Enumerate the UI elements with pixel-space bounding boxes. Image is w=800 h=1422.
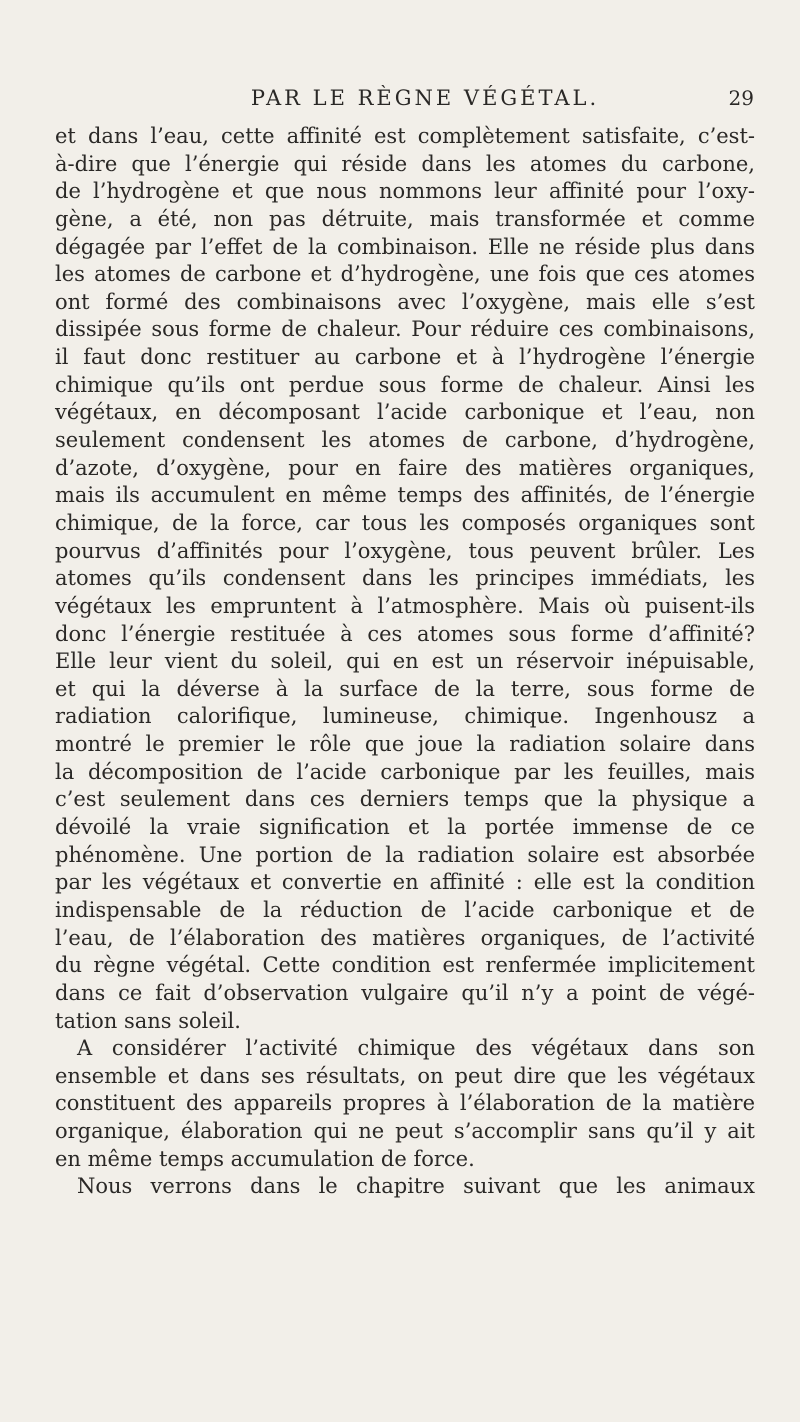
text-line: dévoilé la vraie signification et la portée immense de ce: [55, 815, 755, 840]
text-line: végétaux, en décomposant l’acide carbonique et l’eau, non: [55, 400, 755, 425]
text-line: constituent des appareils propres à l’élaboration de la matière: [55, 1091, 755, 1116]
text-line: en même temps accumulation de force.: [55, 1146, 475, 1171]
text-line: ensemble et dans ses résultats, on peut dire que les végétaux: [55, 1063, 755, 1088]
text-line: par les végétaux et convertie en affinité : elle est la condition: [55, 870, 755, 895]
text-line: et qui la déverse à la surface de la terre, sous forme de: [55, 676, 755, 701]
running-title: PAR LE RÈGNE VÉGÉTAL.: [250, 86, 600, 110]
text-line: pourvus d’affinités pour l’oxygène, tous peuvent brûler. Les: [55, 538, 755, 563]
text-line: phénomène. Une portion de la radiation solaire est absorbée: [55, 842, 755, 867]
text-line: atomes qu’ils condensent dans les principes immédiats, les: [55, 566, 755, 591]
text-line: dissipée sous forme de chaleur. Pour réduire ces combinaisons,: [55, 317, 755, 342]
running-head: [56, 86, 794, 116]
text-line: d’azote, d’oxygène, pour en faire des matières organiques,: [55, 455, 755, 480]
text-line: dans ce fait d’observation vulgaire qu’il n’y a point de végé-: [55, 980, 755, 1005]
text-line: gène, a été, non pas détruite, mais transformée et comme: [55, 206, 755, 231]
text-line: les atomes de carbone et d’hydrogène, une fois que ces atomes: [55, 262, 755, 287]
text-line: c’est seulement dans ces derniers temps que la physique a: [55, 787, 755, 812]
text-line: organique, élaboration qui ne peut s’accomplir sans qu’il y ait: [55, 1119, 755, 1144]
text-line: tation sans soleil.: [55, 1008, 241, 1033]
text-line: dégagée par l’effet de la combinaison. Elle ne réside plus dans: [55, 234, 755, 259]
text-line: chimique qu’ils ont perdue sous forme de chaleur. Ainsi les: [55, 372, 755, 397]
text-line: à-dire que l’énergie qui réside dans les atomes du carbone,: [55, 151, 755, 176]
text-line: mais ils accumulent en même temps des affinités, de l’énergie: [55, 483, 755, 508]
text-line: il faut donc restituer au carbone et à l’hydrogène l’énergie: [55, 345, 755, 370]
text-line: de l’hydrogène et que nous nommons leur affinité pour l’oxy-: [55, 179, 755, 204]
text-line: radiation calorifique, lumineuse, chimique. Ingenhousz a: [55, 704, 755, 729]
text-line: du règne végétal. Cette condition est renfermée implicitement: [55, 953, 755, 978]
text-line: l’eau, de l’élaboration des matières organiques, de l’activité: [55, 925, 755, 950]
text-line: seulement condensent les atomes de carbone, d’hydrogène,: [55, 428, 755, 453]
text-line: Nous verrons dans le chapitre suivant que les animaux: [77, 1174, 755, 1199]
text-line: indispensable de la réduction de l’acide carbonique et de: [55, 897, 755, 922]
text-line: ont formé des combinaisons avec l’oxygène, mais elle s’est: [55, 289, 755, 314]
text-line: chimique, de la force, car tous les composés organiques sont: [55, 510, 755, 535]
text-line: donc l’énergie restituée à ces atomes sous forme d’affinité?: [55, 621, 755, 646]
page-number: 29: [728, 86, 754, 110]
text-line: la décomposition de l’acide carbonique par les feuilles, mais: [55, 759, 755, 784]
text-line: A considérer l’activité chimique des végétaux dans son: [77, 1036, 755, 1061]
text-line: montré le premier le rôle que joue la radiation solaire dans: [55, 732, 755, 757]
text-line: et dans l’eau, cette affinité est complètement satisfaite, c’est-: [55, 124, 755, 148]
text-line: végétaux les empruntent à l’atmosphère. Mais où puisent-ils: [55, 593, 755, 618]
body-text: [55, 123, 755, 1201]
text-line: Elle leur vient du soleil, qui en est un réservoir inépuisable,: [55, 649, 755, 674]
